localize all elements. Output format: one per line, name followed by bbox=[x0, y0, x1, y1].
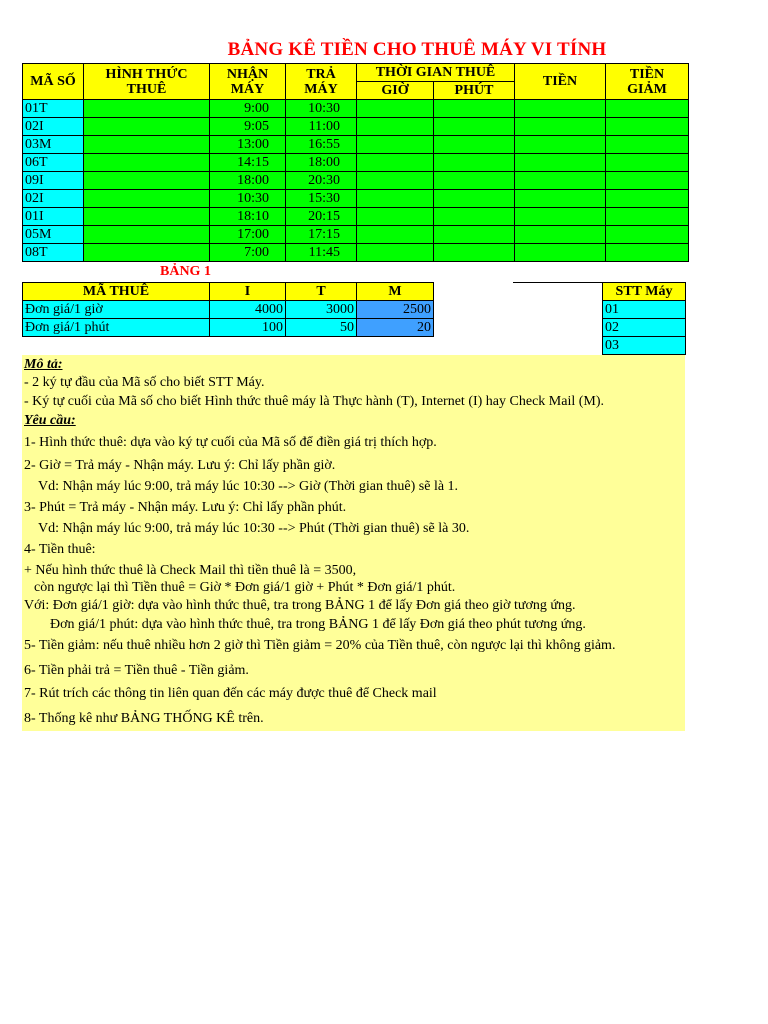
requirement-2-example: Vd: Nhận máy lúc 9:00, trả máy lúc 10:30 --> Giờ (Thời gian thuê) sẽ là 1. bbox=[38, 479, 459, 494]
header-hinh-thuc-line2: THUÊ bbox=[126, 81, 167, 97]
cell-tra-may[interactable]: 18:00 bbox=[286, 154, 357, 172]
table-row bbox=[23, 301, 434, 319]
cell-hinh-thuc[interactable] bbox=[84, 244, 210, 262]
cell-ma-so[interactable]: 02I bbox=[23, 190, 84, 208]
requirement-4d: Đơn giá/1 phút: dựa vào hình thức thuê, tra trong BẢNG 1 để lấy Đơn giá theo phút tương ứng. bbox=[50, 617, 586, 632]
desc-line: - Ký tự cuối của Mã số cho biết Hình thức thuê máy là Thực hành (T), Internet (I) hay Check Mail (M). bbox=[24, 394, 605, 409]
cell-tien[interactable] bbox=[515, 244, 606, 262]
cell-tien[interactable] bbox=[515, 118, 606, 136]
cell-tien-giam[interactable] bbox=[606, 208, 689, 226]
cell-tra-may[interactable]: 20:15 bbox=[286, 208, 357, 226]
requirement-4: 4- Tiền thuê: bbox=[24, 542, 96, 557]
cell-phut[interactable] bbox=[434, 208, 515, 226]
yeu-cau-heading: Yêu cầu: bbox=[24, 413, 76, 428]
bang1-row-label[interactable]: Đơn giá/1 phút bbox=[23, 319, 210, 337]
header-ma-so[interactable]: MÃ SỐ bbox=[23, 64, 84, 100]
header-nhan-line1: NHẬN bbox=[226, 66, 269, 82]
cell-tien-giam[interactable] bbox=[606, 100, 689, 118]
cell-hinh-thuc[interactable] bbox=[84, 154, 210, 172]
header-thoi-gian-thue[interactable]: THỜI GIAN THUÊ bbox=[357, 64, 515, 82]
stt-cell[interactable]: 03 bbox=[603, 337, 686, 355]
cell-tien[interactable] bbox=[515, 154, 606, 172]
description-block bbox=[22, 355, 685, 731]
cell-gio[interactable] bbox=[357, 136, 434, 154]
bang1-header-t[interactable]: T bbox=[286, 283, 357, 301]
bang1-cell-t[interactable]: 3000 bbox=[286, 301, 357, 319]
cell-hinh-thuc[interactable] bbox=[84, 226, 210, 244]
requirement-2: 2- Giờ = Trả máy - Nhận máy. Lưu ý: Chỉ lấy phần giờ. bbox=[24, 458, 336, 473]
cell-ma-so[interactable]: 06T bbox=[23, 154, 84, 172]
bang1-header-i[interactable]: I bbox=[210, 283, 286, 301]
cell-nhan-may[interactable]: 10:30 bbox=[210, 190, 286, 208]
cell-nhan-may[interactable]: 9:00 bbox=[210, 100, 286, 118]
table-row bbox=[23, 100, 689, 118]
table-row bbox=[23, 190, 689, 208]
cell-tien-giam[interactable] bbox=[606, 226, 689, 244]
bang1-cell-m[interactable]: 2500 bbox=[357, 301, 434, 319]
header-tra-line2: MÁY bbox=[304, 81, 338, 97]
requirement-4a: + Nếu hình thức thuê là Check Mail thì tiền thuê là = 3500, bbox=[24, 563, 357, 578]
cell-phut[interactable] bbox=[434, 226, 515, 244]
cell-hinh-thuc[interactable] bbox=[84, 100, 210, 118]
rental-table bbox=[22, 63, 689, 262]
cell-tien[interactable] bbox=[515, 190, 606, 208]
bang1-header-m[interactable]: M bbox=[357, 283, 434, 301]
cell-gio[interactable] bbox=[357, 244, 434, 262]
cell-phut[interactable] bbox=[434, 136, 515, 154]
cell-gio[interactable] bbox=[357, 154, 434, 172]
requirement-4b: còn ngược lại thì Tiền thuê = Giờ * Đơn giá/1 giờ + Phút * Đơn giá/1 phút. bbox=[34, 580, 456, 595]
cell-ma-so[interactable]: 01I bbox=[23, 208, 84, 226]
requirement-3-example: Vd: Nhận máy lúc 9:00, trả máy lúc 10:30 --> Phút (Thời gian thuê) sẽ là 30. bbox=[38, 521, 470, 536]
cell-gio[interactable] bbox=[357, 190, 434, 208]
table-row bbox=[23, 319, 434, 337]
cell-ma-so[interactable]: 09I bbox=[23, 172, 84, 190]
stt-cell[interactable]: 02 bbox=[603, 319, 686, 337]
requirement-3: 3- Phút = Trả máy - Nhận máy. Lưu ý: Chỉ lấy phần phút. bbox=[24, 500, 347, 515]
cell-tra-may[interactable]: 15:30 bbox=[286, 190, 357, 208]
header-tra-may[interactable] bbox=[286, 64, 357, 100]
cell-nhan-may[interactable]: 18:00 bbox=[210, 172, 286, 190]
cell-hinh-thuc[interactable] bbox=[84, 172, 210, 190]
cell-tien[interactable] bbox=[515, 226, 606, 244]
cell-tien[interactable] bbox=[515, 136, 606, 154]
table-row bbox=[23, 118, 689, 136]
header-nhan-line2: MÁY bbox=[230, 81, 265, 97]
cell-gio[interactable] bbox=[357, 208, 434, 226]
cell-ma-so[interactable]: 05M bbox=[23, 226, 84, 244]
requirement-5: 5- Tiền giảm: nếu thuê nhiều hơn 2 giờ thì Tiền giảm = 20% của Tiền thuê, còn ngược lại thì không giảm. bbox=[24, 638, 616, 653]
cell-tra-may[interactable]: 20:30 bbox=[286, 172, 357, 190]
bang1-table bbox=[22, 282, 434, 337]
cell-tien-giam[interactable] bbox=[606, 244, 689, 262]
table-row bbox=[603, 301, 686, 319]
cell-gio[interactable] bbox=[357, 118, 434, 136]
table-row bbox=[603, 319, 686, 337]
cell-ma-so[interactable]: 08T bbox=[23, 244, 84, 262]
header-hinh-thuc[interactable] bbox=[84, 64, 210, 100]
table-row bbox=[23, 172, 689, 190]
stt-may-table bbox=[602, 282, 686, 355]
cell-ma-so[interactable]: 01T bbox=[23, 100, 84, 118]
cell-tien[interactable] bbox=[515, 100, 606, 118]
header-tien[interactable]: TIỀN bbox=[515, 64, 606, 100]
table-row bbox=[23, 136, 689, 154]
header-tien-giam-line2: GIẢM bbox=[627, 81, 667, 97]
cell-tien-giam[interactable] bbox=[606, 190, 689, 208]
header-hinh-thuc-line1: HÌNH THỨC bbox=[105, 66, 188, 82]
cell-tien-giam[interactable] bbox=[606, 172, 689, 190]
bang1-header-ma-thue[interactable]: MÃ THUÊ bbox=[23, 283, 210, 301]
cell-border-line bbox=[513, 282, 602, 283]
cell-hinh-thuc[interactable] bbox=[84, 118, 210, 136]
table-row bbox=[603, 337, 686, 355]
table-row bbox=[23, 244, 689, 262]
bang1-label: BẢNG 1 bbox=[160, 264, 211, 279]
cell-nhan-may[interactable]: 13:00 bbox=[210, 136, 286, 154]
cell-nhan-may[interactable]: 7:00 bbox=[210, 244, 286, 262]
requirement-4c: Với: Đơn giá/1 giờ: dựa vào hình thức thuê, tra trong BẢNG 1 để lấy Đơn giá theo giờ tương ứng. bbox=[24, 598, 576, 613]
bang1-cell-i[interactable]: 100 bbox=[210, 319, 286, 337]
cell-gio[interactable] bbox=[357, 100, 434, 118]
cell-tien-giam[interactable] bbox=[606, 136, 689, 154]
requirement-7: 7- Rút trích các thông tin liên quan đến các máy được thuê để Check mail bbox=[24, 686, 437, 701]
cell-phut[interactable] bbox=[434, 190, 515, 208]
cell-hinh-thuc[interactable] bbox=[84, 190, 210, 208]
table-row bbox=[23, 208, 689, 226]
cell-nhan-may[interactable]: 9:05 bbox=[210, 118, 286, 136]
cell-tra-may[interactable]: 10:30 bbox=[286, 100, 357, 118]
cell-gio[interactable] bbox=[357, 226, 434, 244]
cell-nhan-may[interactable]: 14:15 bbox=[210, 154, 286, 172]
stt-header[interactable]: STT Máy bbox=[603, 283, 686, 301]
header-tien-giam-line1: TIỀN bbox=[629, 66, 665, 82]
bang1-row-label[interactable]: Đơn giá/1 giờ bbox=[23, 301, 210, 319]
sheet-title: BẢNG KÊ TIỀN CHO THUÊ MÁY VI TÍNH bbox=[227, 39, 607, 60]
cell-tra-may[interactable]: 11:45 bbox=[286, 244, 357, 262]
cell-tien[interactable] bbox=[515, 172, 606, 190]
cell-nhan-may[interactable]: 18:10 bbox=[210, 208, 286, 226]
requirement-6: 6- Tiền phải trả = Tiền thuê - Tiền giảm. bbox=[24, 663, 249, 678]
cell-nhan-may[interactable]: 17:00 bbox=[210, 226, 286, 244]
table-row bbox=[23, 226, 689, 244]
cell-hinh-thuc[interactable] bbox=[84, 136, 210, 154]
cell-tra-may[interactable]: 17:15 bbox=[286, 226, 357, 244]
cell-tra-may[interactable]: 11:00 bbox=[286, 118, 357, 136]
cell-tien[interactable] bbox=[515, 208, 606, 226]
cell-phut[interactable] bbox=[434, 172, 515, 190]
table-row bbox=[23, 154, 689, 172]
cell-hinh-thuc[interactable] bbox=[84, 208, 210, 226]
bang1-cell-m[interactable]: 20 bbox=[357, 319, 434, 337]
header-gio[interactable]: GIỜ bbox=[357, 82, 434, 100]
desc-line: - 2 ký tự đầu của Mã số cho biết STT Máy. bbox=[24, 375, 265, 390]
bang1-cell-t[interactable]: 50 bbox=[286, 319, 357, 337]
mo-ta-heading: Mô tả: bbox=[24, 357, 63, 372]
cell-phut[interactable] bbox=[434, 244, 515, 262]
cell-phut[interactable] bbox=[434, 100, 515, 118]
bang1-cell-i[interactable]: 4000 bbox=[210, 301, 286, 319]
requirement-1: 1- Hình thức thuê: dựa vào ký tự cuối của Mã số để điền giá trị thích hợp. bbox=[24, 435, 437, 450]
cell-phut[interactable] bbox=[434, 118, 515, 136]
requirement-8: 8- Thống kê như BẢNG THỐNG KÊ trên. bbox=[24, 711, 264, 726]
cell-gio[interactable] bbox=[357, 172, 434, 190]
cell-tien-giam[interactable] bbox=[606, 118, 689, 136]
stt-cell[interactable]: 01 bbox=[603, 301, 686, 319]
header-tra-line1: TRẢ bbox=[306, 66, 336, 82]
cell-tien-giam[interactable] bbox=[606, 154, 689, 172]
cell-ma-so[interactable]: 02I bbox=[23, 118, 84, 136]
cell-ma-so[interactable]: 03M bbox=[23, 136, 84, 154]
cell-tra-may[interactable]: 16:55 bbox=[286, 136, 357, 154]
header-nhan-may[interactable] bbox=[210, 64, 286, 100]
cell-phut[interactable] bbox=[434, 154, 515, 172]
header-phut[interactable]: PHÚT bbox=[434, 82, 515, 100]
header-tien-giam[interactable] bbox=[606, 64, 689, 100]
